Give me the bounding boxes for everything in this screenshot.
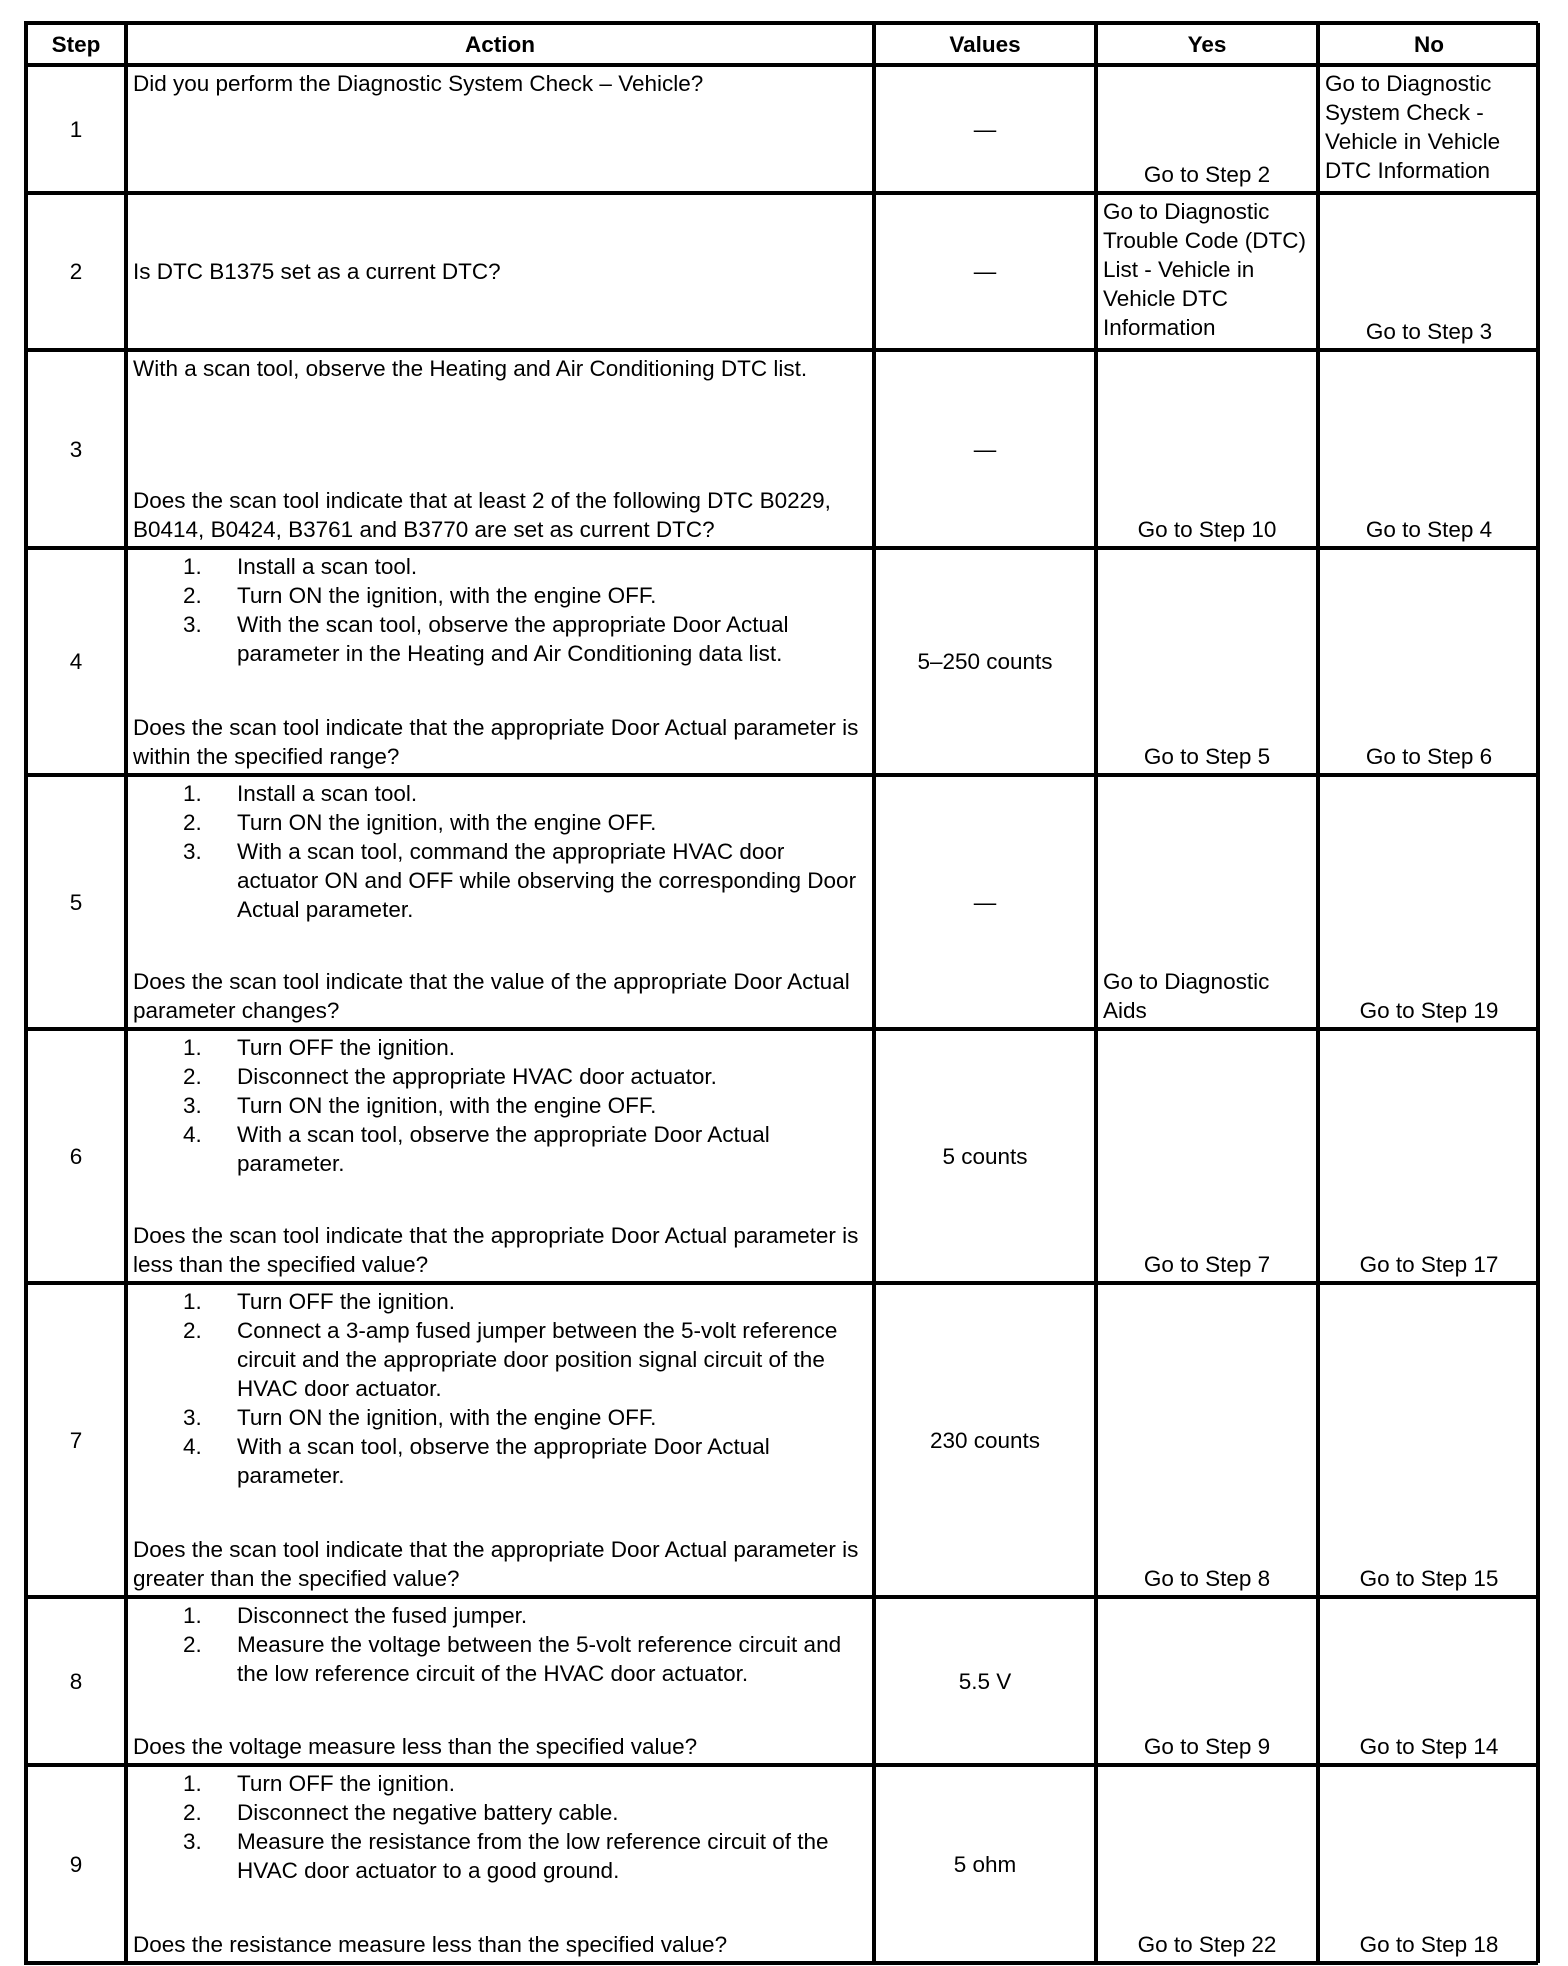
step-number-text: 4 bbox=[69, 649, 83, 674]
action-step-number: 1. bbox=[183, 1771, 202, 1796]
action-steps-list bbox=[133, 1033, 867, 1178]
action-step-number: 2. bbox=[183, 1800, 202, 1825]
yes-cell bbox=[1096, 65, 1318, 193]
no-text: Go to Diagnostic System Check - Vehicle in Vehicle DTC Information bbox=[1325, 71, 1501, 183]
action-steps-list bbox=[133, 1287, 867, 1490]
no-cell bbox=[1318, 1029, 1540, 1283]
step-number-text: 7 bbox=[69, 1427, 83, 1453]
action-step bbox=[133, 610, 867, 668]
action-step-text: With a scan tool, command the appropriate HVAC door actuator ON and OFF while observing the corresponding Door Actual parameter. bbox=[237, 839, 857, 922]
action-step-number: 1. bbox=[183, 1603, 202, 1628]
action-step-text: With a scan tool, observe the appropriate Door Actual parameter. bbox=[237, 1122, 770, 1176]
action-question: Does the scan tool indicate that the appropriate Door Actual parameter is greater than the specified value? bbox=[133, 1537, 859, 1591]
action-step bbox=[133, 581, 867, 610]
values-cell bbox=[874, 193, 1096, 350]
no-cell bbox=[1318, 1597, 1540, 1765]
action-step-text: Disconnect the negative battery cable. bbox=[237, 1800, 619, 1825]
yes-cell bbox=[1096, 775, 1318, 1029]
header-yes: Yes bbox=[1096, 23, 1318, 65]
action-instructions bbox=[133, 1769, 867, 1885]
yes-text: Go to Diagnostic Aids bbox=[1103, 969, 1270, 1023]
action-step-number: 3. bbox=[183, 839, 202, 864]
action-step-text: Connect a 3-amp fused jumper between the 5-volt reference circuit and the appropriate door position signal circuit of the HVAC door actuator. bbox=[237, 1318, 838, 1401]
yes-text: Go to Step 7 bbox=[1143, 1252, 1271, 1277]
step-number bbox=[26, 548, 126, 775]
action-question: Does the scan tool indicate that at least 2 of the following DTC B0229, B0414, B0424, B3761 and B3770 are set as current DTC? bbox=[133, 488, 831, 542]
step-number-text: 6 bbox=[69, 1143, 83, 1169]
action-step bbox=[133, 1630, 867, 1688]
action-steps-list bbox=[133, 1769, 867, 1885]
yes-cell bbox=[1096, 548, 1318, 775]
step-number-text: 9 bbox=[69, 1851, 83, 1877]
action-question: Does the voltage measure less than the specified value? bbox=[133, 1734, 698, 1759]
step-number bbox=[26, 65, 126, 193]
action-instructions bbox=[133, 69, 867, 98]
no-cell bbox=[1318, 548, 1540, 775]
action-step-number: 2. bbox=[183, 583, 202, 608]
action-instructions bbox=[133, 779, 867, 924]
value-text: 5–250 counts bbox=[917, 649, 1053, 674]
action-step-number: 2. bbox=[183, 1632, 202, 1657]
value-text: 230 counts bbox=[929, 1427, 1041, 1453]
action-step-number: 4. bbox=[183, 1122, 202, 1147]
header-step: Step bbox=[26, 23, 126, 65]
value-text: 5 counts bbox=[942, 1143, 1028, 1169]
step-number bbox=[26, 1597, 126, 1765]
action-step bbox=[133, 1798, 867, 1827]
yes-cell bbox=[1096, 193, 1318, 350]
value-text: 5.5 V bbox=[958, 1668, 1012, 1694]
step-number bbox=[26, 775, 126, 1029]
action-step-number: 3. bbox=[183, 1829, 202, 1854]
step-number-text: 2 bbox=[69, 259, 83, 284]
yes-text: Go to Step 10 bbox=[1137, 517, 1277, 542]
action-step-text: Measure the voltage between the 5-volt reference circuit and the low reference circuit of the HVAC door actuator. bbox=[237, 1632, 842, 1686]
action-step-text: Install a scan tool. bbox=[237, 554, 418, 579]
action-instructions bbox=[133, 1601, 867, 1688]
action-cell bbox=[126, 1283, 874, 1597]
action-step-number: 2. bbox=[183, 1318, 202, 1343]
action-step-text: Turn OFF the ignition. bbox=[237, 1771, 456, 1796]
yes-cell bbox=[1096, 1283, 1318, 1597]
yes-cell bbox=[1096, 1029, 1318, 1283]
action-step bbox=[133, 1091, 867, 1120]
step-number bbox=[26, 1283, 126, 1597]
yes-text: Go to Step 22 bbox=[1137, 1932, 1277, 1957]
action-step-text: Turn ON the ignition, with the engine OFF. bbox=[237, 583, 657, 608]
action-step-text: Turn OFF the ignition. bbox=[237, 1289, 456, 1314]
action-step-number: 2. bbox=[183, 810, 202, 835]
action-intro: Did you perform the Diagnostic System Check – Vehicle? bbox=[133, 71, 704, 96]
action-instructions bbox=[133, 552, 867, 668]
action-question: Is DTC B1375 set as a current DTC? bbox=[133, 259, 501, 284]
value-text: — bbox=[973, 436, 997, 462]
no-text: Go to Step 17 bbox=[1359, 1252, 1499, 1277]
yes-text: Go to Step 8 bbox=[1143, 1566, 1271, 1591]
action-steps-list bbox=[133, 779, 867, 924]
header-values: Values bbox=[874, 23, 1096, 65]
values-cell bbox=[874, 65, 1096, 193]
action-step-number: 1. bbox=[183, 1289, 202, 1314]
action-question: Does the resistance measure less than the specified value? bbox=[133, 1932, 728, 1957]
action-step-text: With a scan tool, observe the appropriate Door Actual parameter. bbox=[237, 1434, 770, 1488]
values-cell bbox=[874, 548, 1096, 775]
yes-text: Go to Step 5 bbox=[1143, 744, 1271, 769]
action-instructions bbox=[133, 1287, 867, 1490]
action-step bbox=[133, 808, 867, 837]
action-step-number: 3. bbox=[183, 612, 202, 637]
header-action: Action bbox=[126, 23, 874, 65]
no-text: Go to Step 18 bbox=[1359, 1932, 1499, 1957]
action-step bbox=[133, 1827, 867, 1885]
action-step-text: Disconnect the appropriate HVAC door actuator. bbox=[237, 1064, 717, 1089]
action-step-number: 3. bbox=[183, 1093, 202, 1118]
no-text: Go to Step 19 bbox=[1359, 998, 1499, 1023]
yes-cell bbox=[1096, 350, 1318, 548]
step-number bbox=[26, 193, 126, 350]
action-step-text: Disconnect the fused jumper. bbox=[237, 1603, 528, 1628]
action-cell bbox=[126, 775, 874, 1029]
yes-cell bbox=[1096, 1765, 1318, 1963]
values-cell bbox=[874, 1597, 1096, 1765]
action-step bbox=[133, 1769, 867, 1798]
action-instructions bbox=[133, 354, 867, 383]
no-text: Go to Step 6 bbox=[1365, 744, 1493, 769]
values-cell bbox=[874, 775, 1096, 1029]
action-step-text: Measure the resistance from the low reference circuit of the HVAC door actuator to a good ground. bbox=[237, 1829, 829, 1883]
action-cell bbox=[126, 1597, 874, 1765]
value-text: 5 ohm bbox=[953, 1851, 1017, 1877]
action-step-text: Turn ON the ignition, with the engine OFF. bbox=[237, 810, 657, 835]
action-step bbox=[133, 1120, 867, 1178]
yes-cell bbox=[1096, 1597, 1318, 1765]
step-number bbox=[26, 350, 126, 548]
no-cell bbox=[1318, 65, 1540, 193]
action-cell bbox=[126, 548, 874, 775]
no-cell bbox=[1318, 350, 1540, 548]
action-step bbox=[133, 779, 867, 808]
action-instructions bbox=[133, 1033, 867, 1178]
step-number-text: 5 bbox=[69, 889, 83, 915]
action-step bbox=[133, 1601, 867, 1630]
no-cell bbox=[1318, 1283, 1540, 1597]
action-step-text: Turn ON the ignition, with the engine OFF. bbox=[237, 1093, 657, 1118]
values-cell bbox=[874, 1029, 1096, 1283]
step-number-text: 8 bbox=[69, 1668, 83, 1694]
action-step-text: Install a scan tool. bbox=[237, 781, 418, 806]
no-text: Go to Step 15 bbox=[1359, 1566, 1499, 1591]
step-number bbox=[26, 1765, 126, 1963]
action-step bbox=[133, 837, 867, 924]
action-step-number: 1. bbox=[183, 1035, 202, 1060]
step-number-text: 1 bbox=[69, 116, 83, 142]
no-text: Go to Step 4 bbox=[1365, 517, 1493, 542]
action-question: Does the scan tool indicate that the appropriate Door Actual parameter is less than the specified value? bbox=[133, 1223, 859, 1277]
action-step-number: 2. bbox=[183, 1064, 202, 1089]
action-cell bbox=[126, 193, 874, 350]
action-steps-list bbox=[133, 552, 867, 668]
no-cell bbox=[1318, 775, 1540, 1029]
action-cell bbox=[126, 350, 874, 548]
diagnostic-table bbox=[24, 21, 1538, 1965]
action-step-text: With the scan tool, observe the appropriate Door Actual parameter in the Heating and Air Conditioning data list. bbox=[237, 612, 789, 666]
action-intro: With a scan tool, observe the Heating and Air Conditioning DTC list. bbox=[133, 356, 808, 381]
values-cell bbox=[874, 1283, 1096, 1597]
step-number bbox=[26, 1029, 126, 1283]
yes-text: Go to Step 9 bbox=[1143, 1734, 1271, 1759]
header-no: No bbox=[1318, 23, 1540, 65]
no-cell bbox=[1318, 1765, 1540, 1963]
action-step-text: Turn OFF the ignition. bbox=[237, 1035, 456, 1060]
action-step-number: 4. bbox=[183, 1434, 202, 1459]
action-step-text: Turn ON the ignition, with the engine OFF. bbox=[237, 1405, 657, 1430]
value-text: — bbox=[973, 259, 997, 284]
action-step bbox=[133, 552, 867, 581]
step-number-text: 3 bbox=[69, 436, 83, 462]
action-step bbox=[133, 1287, 867, 1316]
action-step-number: 3. bbox=[183, 1405, 202, 1430]
action-step-number: 1. bbox=[183, 781, 202, 806]
yes-text: Go to Diagnostic Trouble Code (DTC) List - Vehicle in Vehicle DTC Information bbox=[1103, 199, 1306, 340]
action-step bbox=[133, 1316, 867, 1403]
values-cell bbox=[874, 350, 1096, 548]
value-text: — bbox=[973, 889, 997, 915]
action-step-number: 1. bbox=[183, 554, 202, 579]
no-text: Go to Step 14 bbox=[1359, 1734, 1499, 1759]
no-text: Go to Step 3 bbox=[1365, 319, 1493, 344]
no-cell bbox=[1318, 193, 1540, 350]
action-question: Does the scan tool indicate that the value of the appropriate Door Actual parameter changes? bbox=[133, 969, 850, 1023]
action-question: Does the scan tool indicate that the appropriate Door Actual parameter is within the specified range? bbox=[133, 715, 859, 769]
action-cell bbox=[126, 1029, 874, 1283]
action-step bbox=[133, 1432, 867, 1490]
action-step bbox=[133, 1062, 867, 1091]
action-cell bbox=[126, 1765, 874, 1963]
action-step bbox=[133, 1033, 867, 1062]
action-steps-list bbox=[133, 1601, 867, 1688]
yes-text: Go to Step 2 bbox=[1143, 162, 1271, 187]
action-step bbox=[133, 1403, 867, 1432]
value-text: — bbox=[973, 116, 997, 142]
values-cell bbox=[874, 1765, 1096, 1963]
action-cell bbox=[126, 65, 874, 193]
